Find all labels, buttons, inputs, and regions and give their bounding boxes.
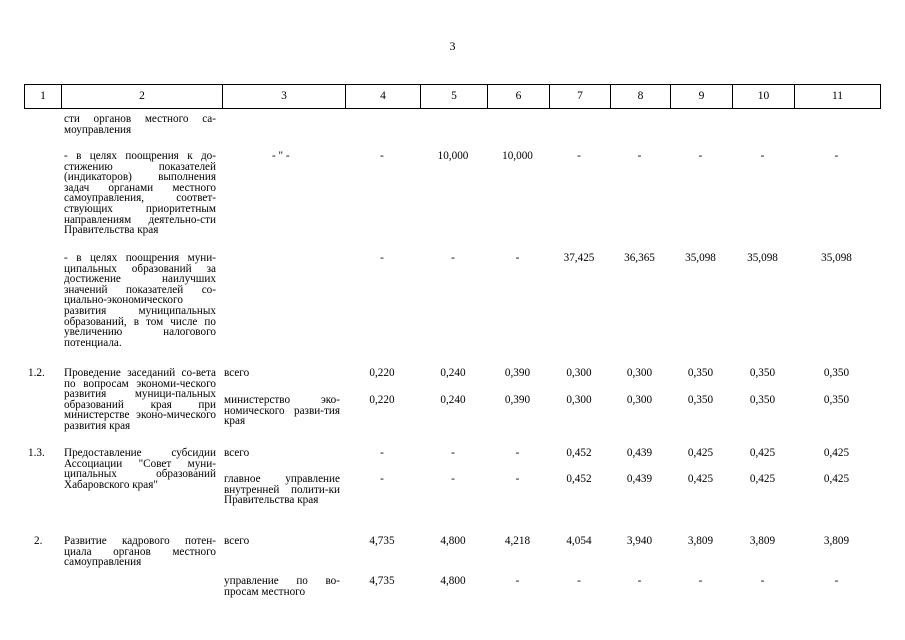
column-header-2: 2: [139, 90, 145, 102]
value-col4: 4,735: [369, 575, 395, 587]
row-executor: всего: [224, 447, 250, 459]
row-number: 1.2.: [28, 367, 45, 379]
value-col10: 3,809: [749, 535, 776, 547]
row-name: - в целях поощрения муни-ципальных образований за достижение наилучших значений показателей со-циально-экономического развития муниципальных образований, в том числе по увеличению налогового потенциала.: [64, 252, 216, 349]
row-name: сти органов местного са-моуправления: [64, 113, 216, 136]
value-col8: 3,940: [626, 535, 653, 547]
value-col7: 0,452: [566, 473, 592, 485]
value-col10: 0,425: [749, 447, 776, 459]
page-number: 3: [449, 39, 456, 53]
value-col9: 0,425: [687, 473, 714, 485]
value-col11: -: [834, 575, 839, 587]
row-name: Предоставление субсидии Ассоциации "Совет муни-ципальных образований Хабаровского края": [64, 447, 216, 491]
row-executor: - " -: [272, 150, 290, 162]
row-executor: всего: [224, 367, 250, 379]
value-col9: 3,809: [687, 535, 714, 547]
value-col10: -: [760, 575, 765, 587]
value-col5: 4,800: [440, 535, 466, 547]
value-col9: 0,350: [687, 394, 714, 406]
row-number: 2.: [34, 535, 43, 547]
value-col6: -: [515, 473, 520, 485]
row-executor: управление по во-просам местного: [224, 575, 340, 598]
table-header-row: [24, 84, 881, 109]
value-col11: 0,425: [823, 447, 850, 459]
value-col11: 0,425: [823, 473, 850, 485]
value-col9: -: [698, 575, 703, 587]
value-col10: 0,350: [749, 367, 776, 379]
column-header-5: 5: [451, 90, 457, 102]
value-col7: 0,300: [566, 394, 592, 406]
value-col5: 4,800: [440, 575, 466, 587]
value-col4: -: [380, 252, 384, 264]
value-col4: -: [380, 447, 384, 459]
value-col9: -: [698, 150, 703, 162]
value-col8: 0,300: [626, 367, 653, 379]
value-col5: -: [451, 473, 455, 485]
value-col6: 10,000: [502, 150, 533, 162]
row-name: Проведение заседаний со-вета по вопросам экономи-ческого развития муници-пальных образований края при министерстве эконо-мического развития края: [64, 367, 216, 432]
column-header-1: 1: [40, 90, 46, 102]
value-col7: 0,300: [566, 367, 592, 379]
value-col6: -: [515, 575, 520, 587]
value-col8: 0,439: [626, 473, 653, 485]
value-col10: 0,350: [749, 394, 776, 406]
value-col10: -: [760, 150, 765, 162]
value-col4: 0,220: [369, 394, 395, 406]
value-col6: 4,218: [504, 535, 531, 547]
value-col10: 0,425: [749, 473, 776, 485]
value-col4: -: [380, 473, 384, 485]
value-col8: -: [637, 575, 642, 587]
column-header-11: 11: [831, 90, 844, 102]
value-col8: 36,365: [624, 252, 655, 264]
row-name: Развитие кадрового потен-циала органов местного самоуправления: [64, 535, 216, 569]
value-col7: 37,425: [563, 252, 595, 264]
value-col11: -: [834, 150, 839, 162]
value-col6: -: [515, 447, 520, 459]
value-col9: 0,350: [687, 367, 714, 379]
value-col5: 0,240: [440, 394, 466, 406]
value-col8: 0,300: [626, 394, 653, 406]
column-header-4: 4: [380, 90, 386, 102]
value-col8: -: [637, 150, 642, 162]
value-col7: 0,452: [566, 447, 592, 459]
value-col11: 0,350: [823, 367, 850, 379]
value-col10: 35,098: [747, 252, 778, 264]
value-col6: 0,390: [504, 394, 531, 406]
value-col11: 0,350: [823, 394, 850, 406]
row-name: - в целях поощрения к до-стижению показателей (индикаторов) выполнения задач органами местного самоуправления, соответ-ствующих приоритетным направлениям деятельно-сти Правительства края: [64, 150, 216, 237]
value-col5: -: [451, 252, 455, 264]
column-header-3: 3: [281, 90, 287, 102]
value-col4: 4,735: [369, 535, 395, 547]
value-col11: 3,809: [823, 535, 850, 547]
column-header-6: 6: [515, 90, 522, 102]
row-executor: главное управление внутренней полити-ки Правительства края: [224, 473, 340, 507]
value-col4: 0,220: [369, 367, 395, 379]
value-col6: -: [515, 252, 520, 264]
table-body: [24, 109, 881, 640]
value-col7: -: [577, 575, 581, 587]
value-col4: -: [380, 150, 384, 162]
value-col5: -: [451, 447, 455, 459]
value-col11: 35,098: [821, 252, 852, 264]
value-col9: 0,425: [687, 447, 714, 459]
value-col5: 0,240: [440, 367, 466, 379]
value-col5: 10,000: [437, 150, 469, 162]
column-header-9: 9: [698, 90, 705, 102]
column-header-8: 8: [637, 90, 644, 102]
row-executor: министерство эко-номического разви-тия края: [224, 394, 340, 428]
column-header-7: 7: [577, 90, 583, 102]
column-header-10: 10: [757, 90, 770, 102]
row-number: 1.3.: [28, 447, 45, 459]
value-col9: 35,098: [685, 252, 716, 264]
value-col7: -: [577, 150, 581, 162]
row-executor: всего: [224, 535, 250, 547]
value-col8: 0,439: [626, 447, 653, 459]
value-col7: 4,054: [566, 535, 592, 547]
value-col6: 0,390: [504, 367, 531, 379]
